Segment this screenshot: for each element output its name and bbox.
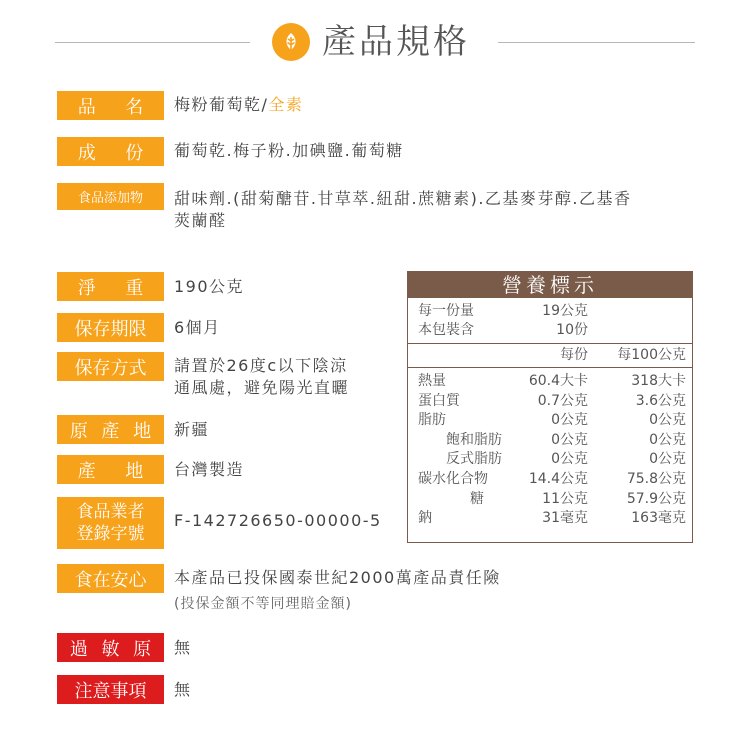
label-production-site: 產 地 <box>57 455 164 484</box>
nutrition-col-per-serving: 每份 <box>560 347 588 363</box>
nutrition-pack-label: 本包裝含 <box>418 322 474 338</box>
value-shelf-life: 6個月 <box>174 318 221 337</box>
nutrition-item-per-serving: 31毫克 <box>542 510 588 527</box>
label-registration: 食品業者 登錄字號 <box>57 497 164 549</box>
label-insurance: 食在安心 <box>57 564 164 593</box>
nutrition-item-name: 飽和脂肪 <box>446 431 502 448</box>
label-product-name: 品 名 <box>57 91 164 120</box>
header-rule-right <box>498 42 695 43</box>
nutrition-item-per-serving: 0.7公克 <box>537 392 588 409</box>
value-origin: 新疆 <box>174 420 210 439</box>
nutrition-divider <box>408 343 692 344</box>
value-allergen: 無 <box>174 638 192 657</box>
value-insurance-note: (投保金額不等同理賠金額) <box>174 596 352 612</box>
nutrition-item-per-100g: 0公克 <box>649 412 686 429</box>
nutrition-item-per-serving: 0公克 <box>551 451 588 468</box>
nutrition-table <box>407 271 693 543</box>
header-rule-left <box>55 42 250 43</box>
label-additives: 食品添加物 <box>57 183 164 210</box>
nutrition-item-per-100g: 0公克 <box>649 431 686 448</box>
nutrition-item-per-100g: 75.8公克 <box>626 471 686 487</box>
value-additives-line1: 甜味劑.(甜菊醣苷.甘草萃.紐甜.蔗糖素).乙基麥芽醇.乙基香 <box>174 189 632 208</box>
nutrition-item-per-100g: 163毫克 <box>631 510 686 527</box>
nutrition-title: 營養標示 <box>408 272 692 298</box>
value-net-weight: 190公克 <box>174 277 245 296</box>
value-additives-line2: 莢蘭醛 <box>174 211 227 230</box>
value-storage-line1: 請置於26度c以下陰涼 <box>174 356 348 375</box>
nutrition-item-name: 熱量 <box>418 373 446 389</box>
nutrition-item-per-serving: 11公克 <box>542 490 588 507</box>
value-registration: F-142726650-00000-5 <box>174 511 382 530</box>
nutrition-item-per-serving: 14.4公克 <box>528 471 588 487</box>
value-ingredients: 葡萄乾.梅子粉.加碘鹽.葡萄糖 <box>174 141 404 160</box>
page-title: 產品規格 <box>322 22 470 62</box>
nutrition-item-name: 反式脂肪 <box>446 451 502 468</box>
nutrition-item-name: 碳水化合物 <box>418 471 488 487</box>
nutrition-item-name: 鈉 <box>418 510 432 527</box>
label-notice: 注意事項 <box>57 675 164 704</box>
value-product-name: 梅粉葡萄乾/全素 <box>174 95 304 114</box>
nutrition-pack-value: 10份 <box>556 322 588 338</box>
nutrition-item-per-100g: 318大卡 <box>631 373 686 389</box>
label-shelf-life: 保存期限 <box>57 313 164 342</box>
label-origin: 原 產 地 <box>57 415 164 444</box>
nutrition-item-per-serving: 0公克 <box>551 431 588 448</box>
label-allergen: 過 敏 原 <box>57 633 164 662</box>
nutrition-item-name: 糖 <box>470 490 484 507</box>
nutrition-serving-label: 每一份量 <box>418 303 474 319</box>
nutrition-item-per-serving: 60.4大卡 <box>528 373 588 389</box>
nutrition-item-per-100g: 0公克 <box>649 451 686 468</box>
nutrition-item-name: 脂肪 <box>418 412 446 429</box>
nutrition-item-per-serving: 0公克 <box>551 412 588 429</box>
value-storage-line2: 通風處，避免陽光直曬 <box>174 378 350 397</box>
label-storage: 保存方式 <box>57 352 164 381</box>
nutrition-serving-value: 19公克 <box>542 303 588 319</box>
nutrition-item-name: 蛋白質 <box>418 392 460 409</box>
value-notice: 無 <box>174 680 192 699</box>
leaf-icon <box>272 23 310 61</box>
nutrition-divider <box>408 367 692 368</box>
label-ingredients: 成 份 <box>57 137 164 166</box>
label-net-weight: 淨 重 <box>57 272 164 301</box>
nutrition-item-per-100g: 3.6公克 <box>635 392 686 409</box>
nutrition-item-per-100g: 57.9公克 <box>626 490 686 507</box>
nutrition-col-per-100: 每100公克 <box>617 347 686 363</box>
page-header <box>272 20 470 64</box>
value-insurance: 本產品已投保國泰世紀2000萬產品責任險 <box>174 568 501 587</box>
value-production-site: 台灣製造 <box>174 460 245 479</box>
